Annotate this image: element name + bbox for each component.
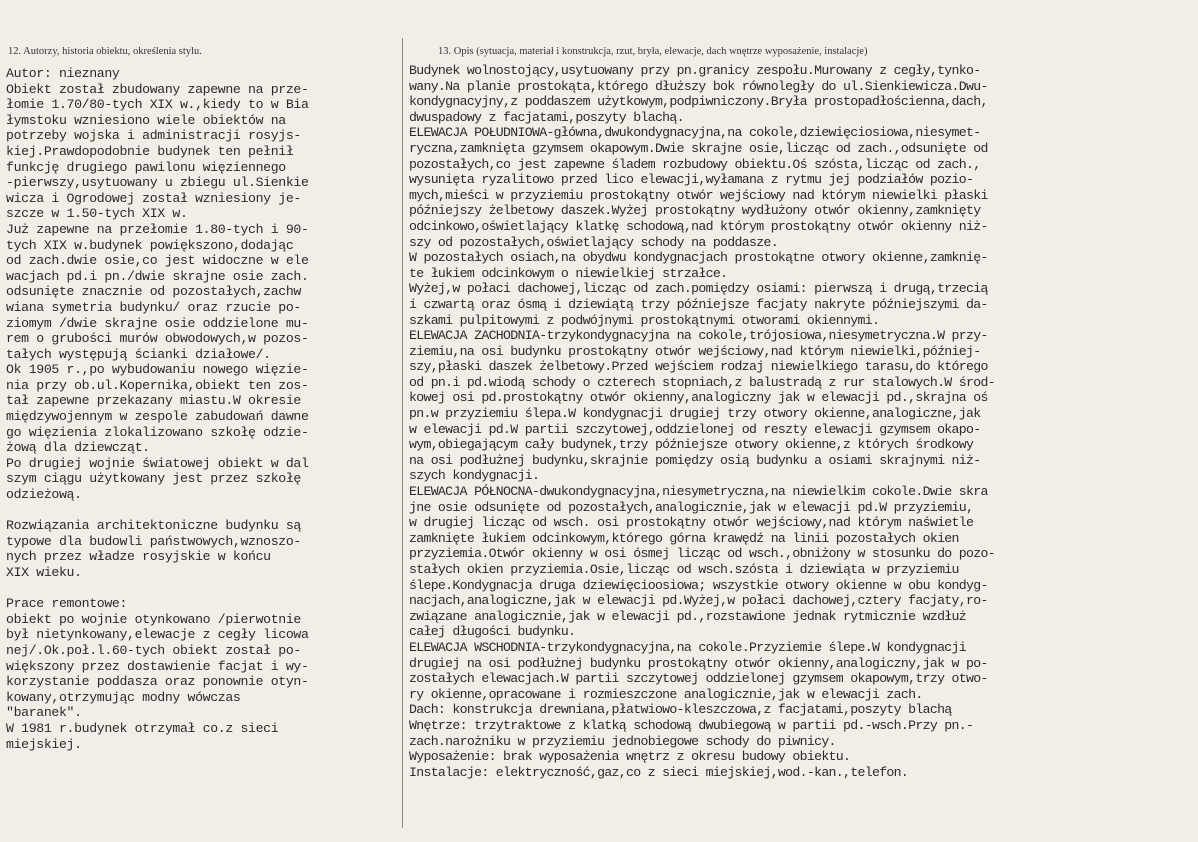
- section-12-heading: 12. Autorzy, historia obiektu, określenia stylu.: [8, 46, 202, 57]
- description-text: Budynek wolnostojący,usytuowany przy pn.granicy zespołu.Murowany z cegły,tynko- wany.Na planie prostokąta,którego dłuższy bok równoległy do ul.Sienkiewicza.Dwu- kondygnacyjny,z poddaszem użytkowym,podpiwniczony.Bryła prostopadłościenna,dach, dwuspadowy z facjatami,poszyty blachą. ELEWACJA POŁUDNIOWA-główna,dwukondygnacyjna,na cokole,dziewięciosiowa,niesymet- ryczna,zamknięta gzymsem okapowym.Dwie skrajne osie,licząc od zach.,odsunięte od pozostałych,co jest zapewne śladem rozbudowy obiektu.Oś szósta,licząc od zach., wysunięta ryzalitowo przed lico elewacji,wyłamana z rytmu jej podziałów pozio- mych,mieści w przyziemiu prostokątny otwór wejściowy nad którym niewielki płaski późniejszy żelbetowy daszek.Wyżej prostokątny wydłużony otwór okienny,zamknięty odcinkowo,oświetlający klatkę schodową,nad którym prostokątny otwór okienny niż- szy od pozostałych,oświetlający schody na poddasze. W pozostałych osiach,na obydwu kondygnacjach prostokątne otwory okienne,zamknię- te łukiem odcinkowym o niewielkiej strzałce. Wyżej,w połaci dachowej,licząc od zach.pomiędzy osiami: pierwszą i drugą,trzecią i czwartą oraz ósmą i dziewiątą trzy późniejsze facjaty nakryte późniejszymi da- szkami pulpitowymi z podwójnymi prostokątnymi otworami okiennymi. ELEWACJA ZACHODNIA-trzykondygnacyjna na cokole,trójosiowa,niesymetryczna.W przy- ziemiu,na osi budynku prostokątny otwór wejściowy,nad którym niewielki,później- szy,płaski daszek żelbetowy.Przed wejściem rodzaj niewielkiego tarasu,do którego od pn.i pd.wiodą schody o czterech stopniach,z balustradą z rur stalowych.W środ- kowej osi pd.prostokątny otwór okienny,analogiczny jak w elewacji pd.,skrajna oś pn.w przyziemiu ślepa.W kondygnacji drugiej trzy otwory okienne,analogiczne,jak w elewacji pd.W partii szczytowej,oddzielonej od reszty elewacji gzymsem okapo- wym,obiegającym cały budynek,trzy późniejsze otwory okienne,z których środkowy na osi podłużnej budynku,skrajnie pomiędzy osią budynku a osiami skrajnymi niż- szych kondygnacji. ELEWACJA PÓŁNOCNA-dwukondygnacyjna,niesymetryczna,na niewielkim cokole.Dwie skra jne osie odsunięte od pozostałych,analogicznie,jak w elewacji pd.W przyziemiu, w drugiej licząc od wsch. osi prostokątny otwór wejściowy,nad którym naświetle zamknięte łukiem odcinkowym,którego górna krawędź na linii pozostałych okien przyziemia.Otwór okienny w osi ósmej licząc od wsch.,obniżony w stosunku do pozo- stałych okien przyziemia.Osie,licząc od wsch.szósta i dziewiąta w przyziemiu ślepe.Kondygnacja druga dziewięcioosiowa; wszystkie otwory okienne w obu kondyg- nacjach,analogiczne,jak w elewacji pd.Wyżej,w połaci dachowej,cztery facjaty,ro- związane analogicznie,jak w elewacji pd.,rozstawione jednak rytmicznie wzdłuż całej długości budynku. ELEWACJA WSCHODNIA-trzykondygnacyjna,na cokole.Przyziemie ślepe.W kondygnacji drugiej na osi podłużnej budynku prostokątny otwór okienny,analogiczny,jak w po- zostałych elewacjach.W partii szczytowej oddzielonej gzymsem okapowym,trzy otwo- ry okienne,opracowane i rozmieszczone analogicznie,jak w elewacji zach. Dach: konstrukcja drewniana,płatwiowo-kleszczowa,z facjatami,poszyty blachą Wnętrze: trzytraktowe z klatką schodową dwubiegową w partii pd.-wsch.Przy pn.- zach.narożniku w przyziemiu jednobiegowe schody do piwnicy. Wyposażenie: brak wyposażenia wnętrz z okresu budowy obiektu. Instalacje: elektryczność,gaz,co z sieci miejskiej,wod.-kan.,telefon.: [409, 63, 995, 780]
- history-text: Autor: nieznany Obiekt został zbudowany zapewne na prze- łomie 1.70/80-tych XIX w.,kiedy to w Bia łymstoku wzniesiono wiele obiektów na potrzeby wojska i administracji rosyjs- kiej.Prawdopodobnie budynek ten pełnił funkcję drugiego pawilonu więziennego -pierwszy,usytuowany u zbiegu ul.Sienkie wicza i Ogrodowej został wzniesiony je- szcze w 1.50-tych XIX w. Już zapewne na przełomie 1.80-tych i 90- tych XIX w.budynek powiększono,dodając od zach.dwie osie,co jest widoczne w ele wacjach pd.i pn./dwie skrajne osie zach. odsunięte znacznie od pozostałych,zachw wiana symetria budynku/ oraz rzucie po- ziomym /dwie skrajne osie oddzielone mu- rem o grubości murów obwodowych,w pozos- tałych występują ścianki działowe/. Ok 1905 r.,po wybudowaniu nowego więzie- nia przy ob.ul.Kopernika,obiekt ten zos- tał zapewne przekazany miastu.W okresie międzywojennym w zespole zabudowań dawne go więzienia zlokalizowano szkołę odzie- żową dla dziewcząt. Po drugiej wojnie światowej obiekt w dal szym ciągu użytkowany jest przez szkołę odzieżową. Rozwiązania architektoniczne budynku są typowe dla budowli państwowych,wznoszo- nych przez władze rosyjskie w końcu XIX wieku. Prace remontowe: obiekt po wojnie otynkowano /pierwotnie był nietynkowany,elewacje z cegły licowa nej/.Ok.poł.l.60-tych obiekt został po- większony przez dostawienie facjat i wy- korzystanie poddasza oraz ponownie otyn- kowany,otrzymując modny wówczas "baranek". W 1981 r.budynek otrzymał co.z sieci miejskiej.: [6, 66, 309, 752]
- section-13-heading: 13. Opis (sytuacja, materiał i konstrukcja, rzut, bryła, elewacje, dach wnętrze wyposażenie, instalacje): [438, 46, 868, 57]
- column-divider: [402, 38, 403, 828]
